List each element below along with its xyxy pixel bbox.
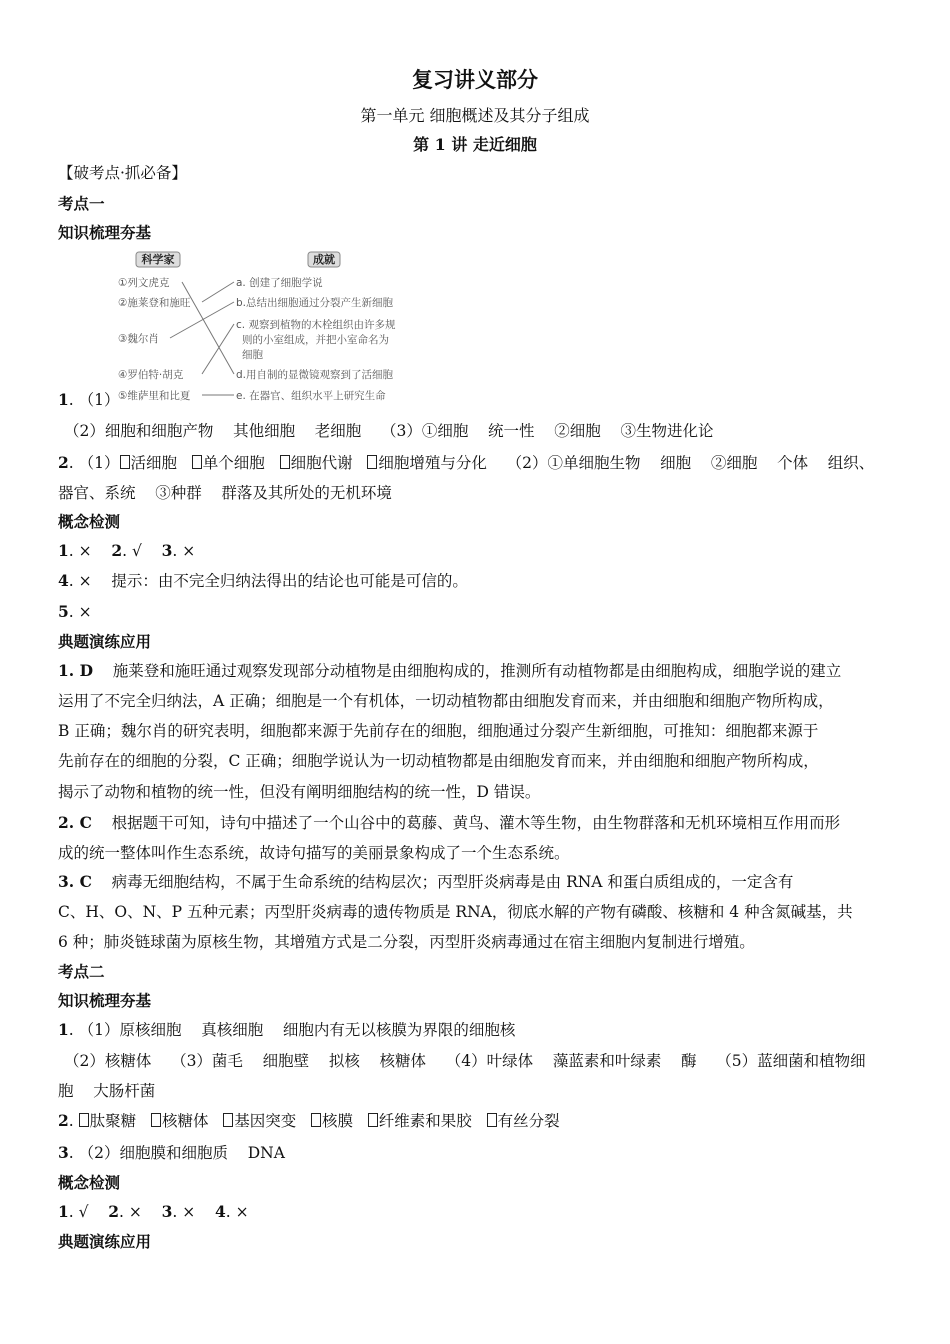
kp1-answer3-line: C、H、O、N、P 五种元素；丙型肝炎病毒的遗传物质是 RNA，彻底水解的产物有磷酸、核糖和 4 种含氮碱基，共	[58, 903, 853, 921]
unit-title: 第一单元 细胞概述及其分子组成	[360, 106, 590, 125]
diagram-achievement: a. 创建了细胞学说	[236, 277, 323, 289]
kp2-practice-heading: 典题演练应用	[58, 1233, 152, 1251]
blank-box	[79, 1113, 89, 1127]
kp1-concept-line: 1. × 2. √ 3. ×	[58, 541, 196, 560]
kp2-concept-heading: 概念检测	[58, 1174, 121, 1192]
kp2-title: 考点二	[58, 963, 105, 981]
section-tag: 【破考点·抓必备】	[58, 164, 187, 182]
kp1-practice-heading: 典题演练应用	[58, 633, 152, 651]
diagram-scientist: ③魏尔肖	[118, 333, 159, 345]
diagram-achievement: 则的小室组成，并把小室命名为	[242, 334, 389, 346]
blank-box	[368, 1113, 378, 1127]
scientist-achievement-diagram	[112, 248, 422, 408]
kp1-answer3-line: 3. C 病毒无细胞结构，不属于生命系统的结构层次；丙型肝炎病毒是由 RNA 和蛋白质组成的，一定含有	[58, 872, 794, 891]
blank-box	[311, 1113, 321, 1127]
page-title: 复习讲义部分	[412, 67, 538, 92]
blank-box	[280, 455, 290, 469]
kp2-q1-line: 胞 大肠杆菌	[58, 1082, 156, 1100]
blank-box	[223, 1113, 233, 1127]
kp1-q2-line: 器官、系统 ③种群 群落及其所处的无机环境	[58, 484, 392, 502]
blank-box	[151, 1113, 161, 1127]
diagram-scientist: ②施莱登和施旺	[118, 297, 191, 309]
kp1-q2-line: 2. （1） 活细胞 单个细胞 细胞代谢 细胞增殖与分化 （2）①单细胞生物 细胞 ②细胞 个体 组织、	[58, 453, 875, 472]
diagram-achievement: e. 在器官、组织水平上研究生命	[236, 390, 386, 402]
kp2-q3-line: 3. （2）细胞膜和细胞质 DNA	[58, 1143, 285, 1162]
kp1-answer1-line: 先前存在的细胞的分裂，C 正确；细胞学说认为一切动植物都是由细胞发育而来，并由细胞和细胞产物所构成，	[58, 752, 819, 770]
kp1-q1-line: （2）细胞和细胞产物 其他细胞 老细胞 （3）①细胞 统一性 ②细胞 ③生物进化论	[64, 422, 714, 440]
kp2-q1-line: （2）核糖体 （3）菌毛 细胞壁 拟核 核糖体 （4）叶绿体 藻蓝素和叶绿素 酶 （5）蓝细菌和植物细	[64, 1052, 866, 1070]
kp2-knowledge-heading: 知识梳理夯基	[58, 992, 152, 1010]
kp1-answer3-line: 6 种；肺炎链球菌为原核生物，其增殖方式是二分裂，丙型肝炎病毒通过在宿主细胞内复制进行增殖。	[58, 933, 755, 951]
kp1-knowledge-heading: 知识梳理夯基	[58, 224, 152, 242]
kp1-concept-line: 4. × 提示：由不完全归纳法得出的结论也可能是可信的。	[58, 571, 468, 590]
lecture-title: 第 1 讲 走近细胞	[413, 135, 537, 154]
kp1-answer2-line: 成的统一整体叫作生态系统，故诗句描写的美丽景象构成了一个生态系统。	[58, 844, 570, 862]
kp1-q1-line: 1. （1）	[58, 390, 120, 409]
diagram-col2-header: 成就	[313, 253, 335, 266]
blank-box	[487, 1113, 497, 1127]
diagram-scientist: ④罗伯特·胡克	[118, 369, 184, 381]
kp1-answer2-line: 2. C 根据题干可知，诗句中描述了一个山谷中的葛藤、黄鸟、灌木等生物，由生物群落和无机环境相互作用而形	[58, 813, 841, 832]
diagram-scientist: ①列文虎克	[118, 277, 170, 289]
kp2-q2-line: 2. 肽聚糖 核糖体 基因突变 核膜 纤维素和果胶 有丝分裂	[58, 1111, 560, 1130]
diagram-link	[202, 282, 234, 302]
diagram-achievement: b.总结出细胞通过分裂产生新细胞	[236, 297, 394, 309]
blank-box	[367, 455, 377, 469]
blank-box	[120, 455, 130, 469]
kp1-answer1-line: 揭示了动物和植物的统一性，但没有阐明细胞结构的统一性，D 错误。	[58, 783, 541, 801]
kp1-answer1-line: 1. D 施莱登和施旺通过观察发现部分动植物是由细胞构成的，推测所有动植物都是由细胞构成，细胞学说的建立	[58, 661, 842, 680]
kp1-concept-line: 5. ×	[58, 602, 92, 621]
diagram-achievement: d.用自制的显微镜观察到了活细胞	[236, 369, 394, 381]
kp1-answer1-line: 运用了不完全归纳法，A 正确；细胞是一个有机体，一切动植物都由细胞发育而来，并由细胞和细胞产物所构成，	[58, 692, 834, 710]
kp1-answer1-line: B 正确；魏尔肖的研究表明，细胞都来源于先前存在的细胞，细胞通过分裂产生新细胞，可推知：细胞都来源于	[58, 722, 819, 740]
diagram-achievement: 细胞	[242, 349, 263, 361]
kp2-q1-line: 1. （1）原核细胞 真核细胞 细胞内有无以核膜为界限的细胞核	[58, 1020, 516, 1039]
diagram-col1-header: 科学家	[141, 253, 175, 266]
kp2-concept-line: 1. √ 2. × 3. × 4. ×	[58, 1202, 249, 1221]
kp1-concept-heading: 概念检测	[58, 513, 121, 531]
diagram-achievement: c. 观察到植物的木栓组织由许多规	[236, 319, 396, 331]
diagram-scientist: ⑤维萨里和比夏	[118, 390, 191, 402]
diagram-link	[182, 282, 234, 374]
kp1-title: 考点一	[58, 195, 105, 213]
blank-box	[192, 455, 202, 469]
